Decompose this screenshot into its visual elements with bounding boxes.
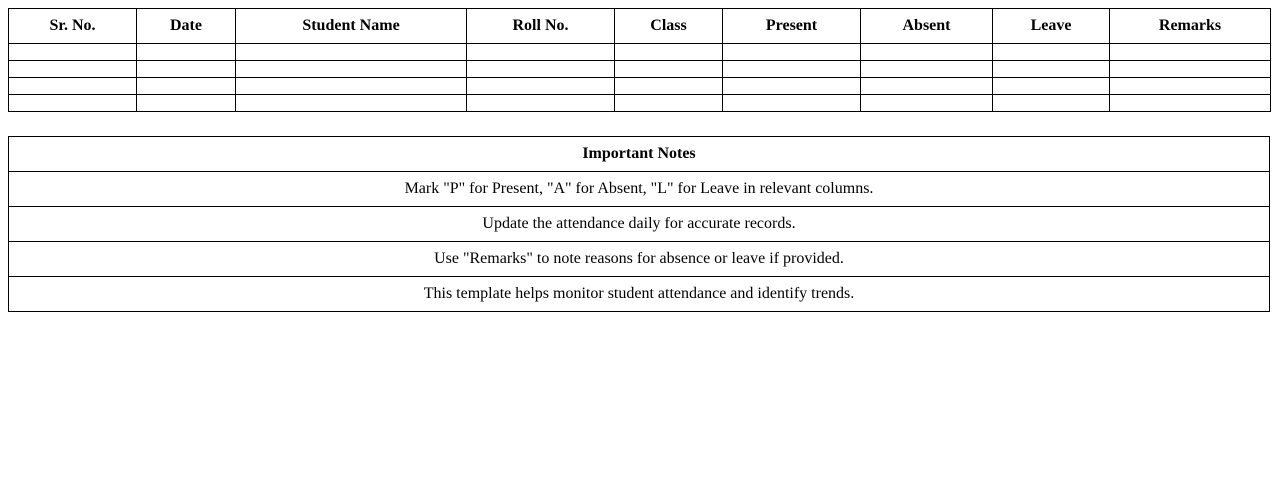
table-cell[interactable] <box>723 44 861 61</box>
table-cell[interactable] <box>993 44 1110 61</box>
table-cell[interactable] <box>615 44 723 61</box>
table-cell[interactable] <box>615 78 723 95</box>
table-cell[interactable] <box>137 61 236 78</box>
table-cell[interactable] <box>1110 95 1271 112</box>
note-item: Mark "P" for Present, "A" for Absent, "L" for Leave in relevant columns. <box>9 172 1270 207</box>
header-class: Class <box>615 9 723 44</box>
table-cell[interactable] <box>236 44 467 61</box>
table-cell[interactable] <box>615 61 723 78</box>
table-row <box>9 61 1271 78</box>
attendance-table <box>8 8 1271 112</box>
attendance-header-row <box>9 9 1271 44</box>
table-cell[interactable] <box>615 95 723 112</box>
table-cell[interactable] <box>723 95 861 112</box>
table-cell[interactable] <box>9 61 137 78</box>
table-cell[interactable] <box>723 78 861 95</box>
table-cell[interactable] <box>467 44 615 61</box>
table-cell[interactable] <box>9 95 137 112</box>
notes-header-row <box>9 137 1270 172</box>
note-row <box>9 242 1270 277</box>
table-cell[interactable] <box>236 95 467 112</box>
table-cell[interactable] <box>861 78 993 95</box>
table-cell[interactable] <box>993 78 1110 95</box>
table-cell[interactable] <box>9 78 137 95</box>
table-cell[interactable] <box>861 95 993 112</box>
note-item: This template helps monitor student attendance and identify trends. <box>9 277 1270 312</box>
header-sr-no: Sr. No. <box>9 9 137 44</box>
table-row <box>9 95 1271 112</box>
note-item: Use "Remarks" to note reasons for absence or leave if provided. <box>9 242 1270 277</box>
header-leave: Leave <box>993 9 1110 44</box>
note-row <box>9 277 1270 312</box>
table-cell[interactable] <box>9 44 137 61</box>
table-cell[interactable] <box>467 78 615 95</box>
important-notes-table <box>8 136 1270 312</box>
table-cell[interactable] <box>1110 61 1271 78</box>
table-cell[interactable] <box>137 95 236 112</box>
note-row <box>9 207 1270 242</box>
header-student-name: Student Name <box>236 9 467 44</box>
note-row <box>9 172 1270 207</box>
table-cell[interactable] <box>137 44 236 61</box>
note-item: Update the attendance daily for accurate records. <box>9 207 1270 242</box>
table-row <box>9 78 1271 95</box>
table-cell[interactable] <box>137 78 236 95</box>
table-cell[interactable] <box>993 95 1110 112</box>
table-cell[interactable] <box>1110 44 1271 61</box>
table-cell[interactable] <box>467 95 615 112</box>
table-cell[interactable] <box>993 61 1110 78</box>
header-absent: Absent <box>861 9 993 44</box>
table-cell[interactable] <box>723 61 861 78</box>
table-cell[interactable] <box>1110 78 1271 95</box>
header-present: Present <box>723 9 861 44</box>
table-row <box>9 44 1271 61</box>
notes-title: Important Notes <box>9 137 1270 172</box>
header-roll-no: Roll No. <box>467 9 615 44</box>
header-date: Date <box>137 9 236 44</box>
table-cell[interactable] <box>861 44 993 61</box>
table-cell[interactable] <box>236 61 467 78</box>
table-cell[interactable] <box>861 61 993 78</box>
table-cell[interactable] <box>467 61 615 78</box>
header-remarks: Remarks <box>1110 9 1271 44</box>
table-cell[interactable] <box>236 78 467 95</box>
